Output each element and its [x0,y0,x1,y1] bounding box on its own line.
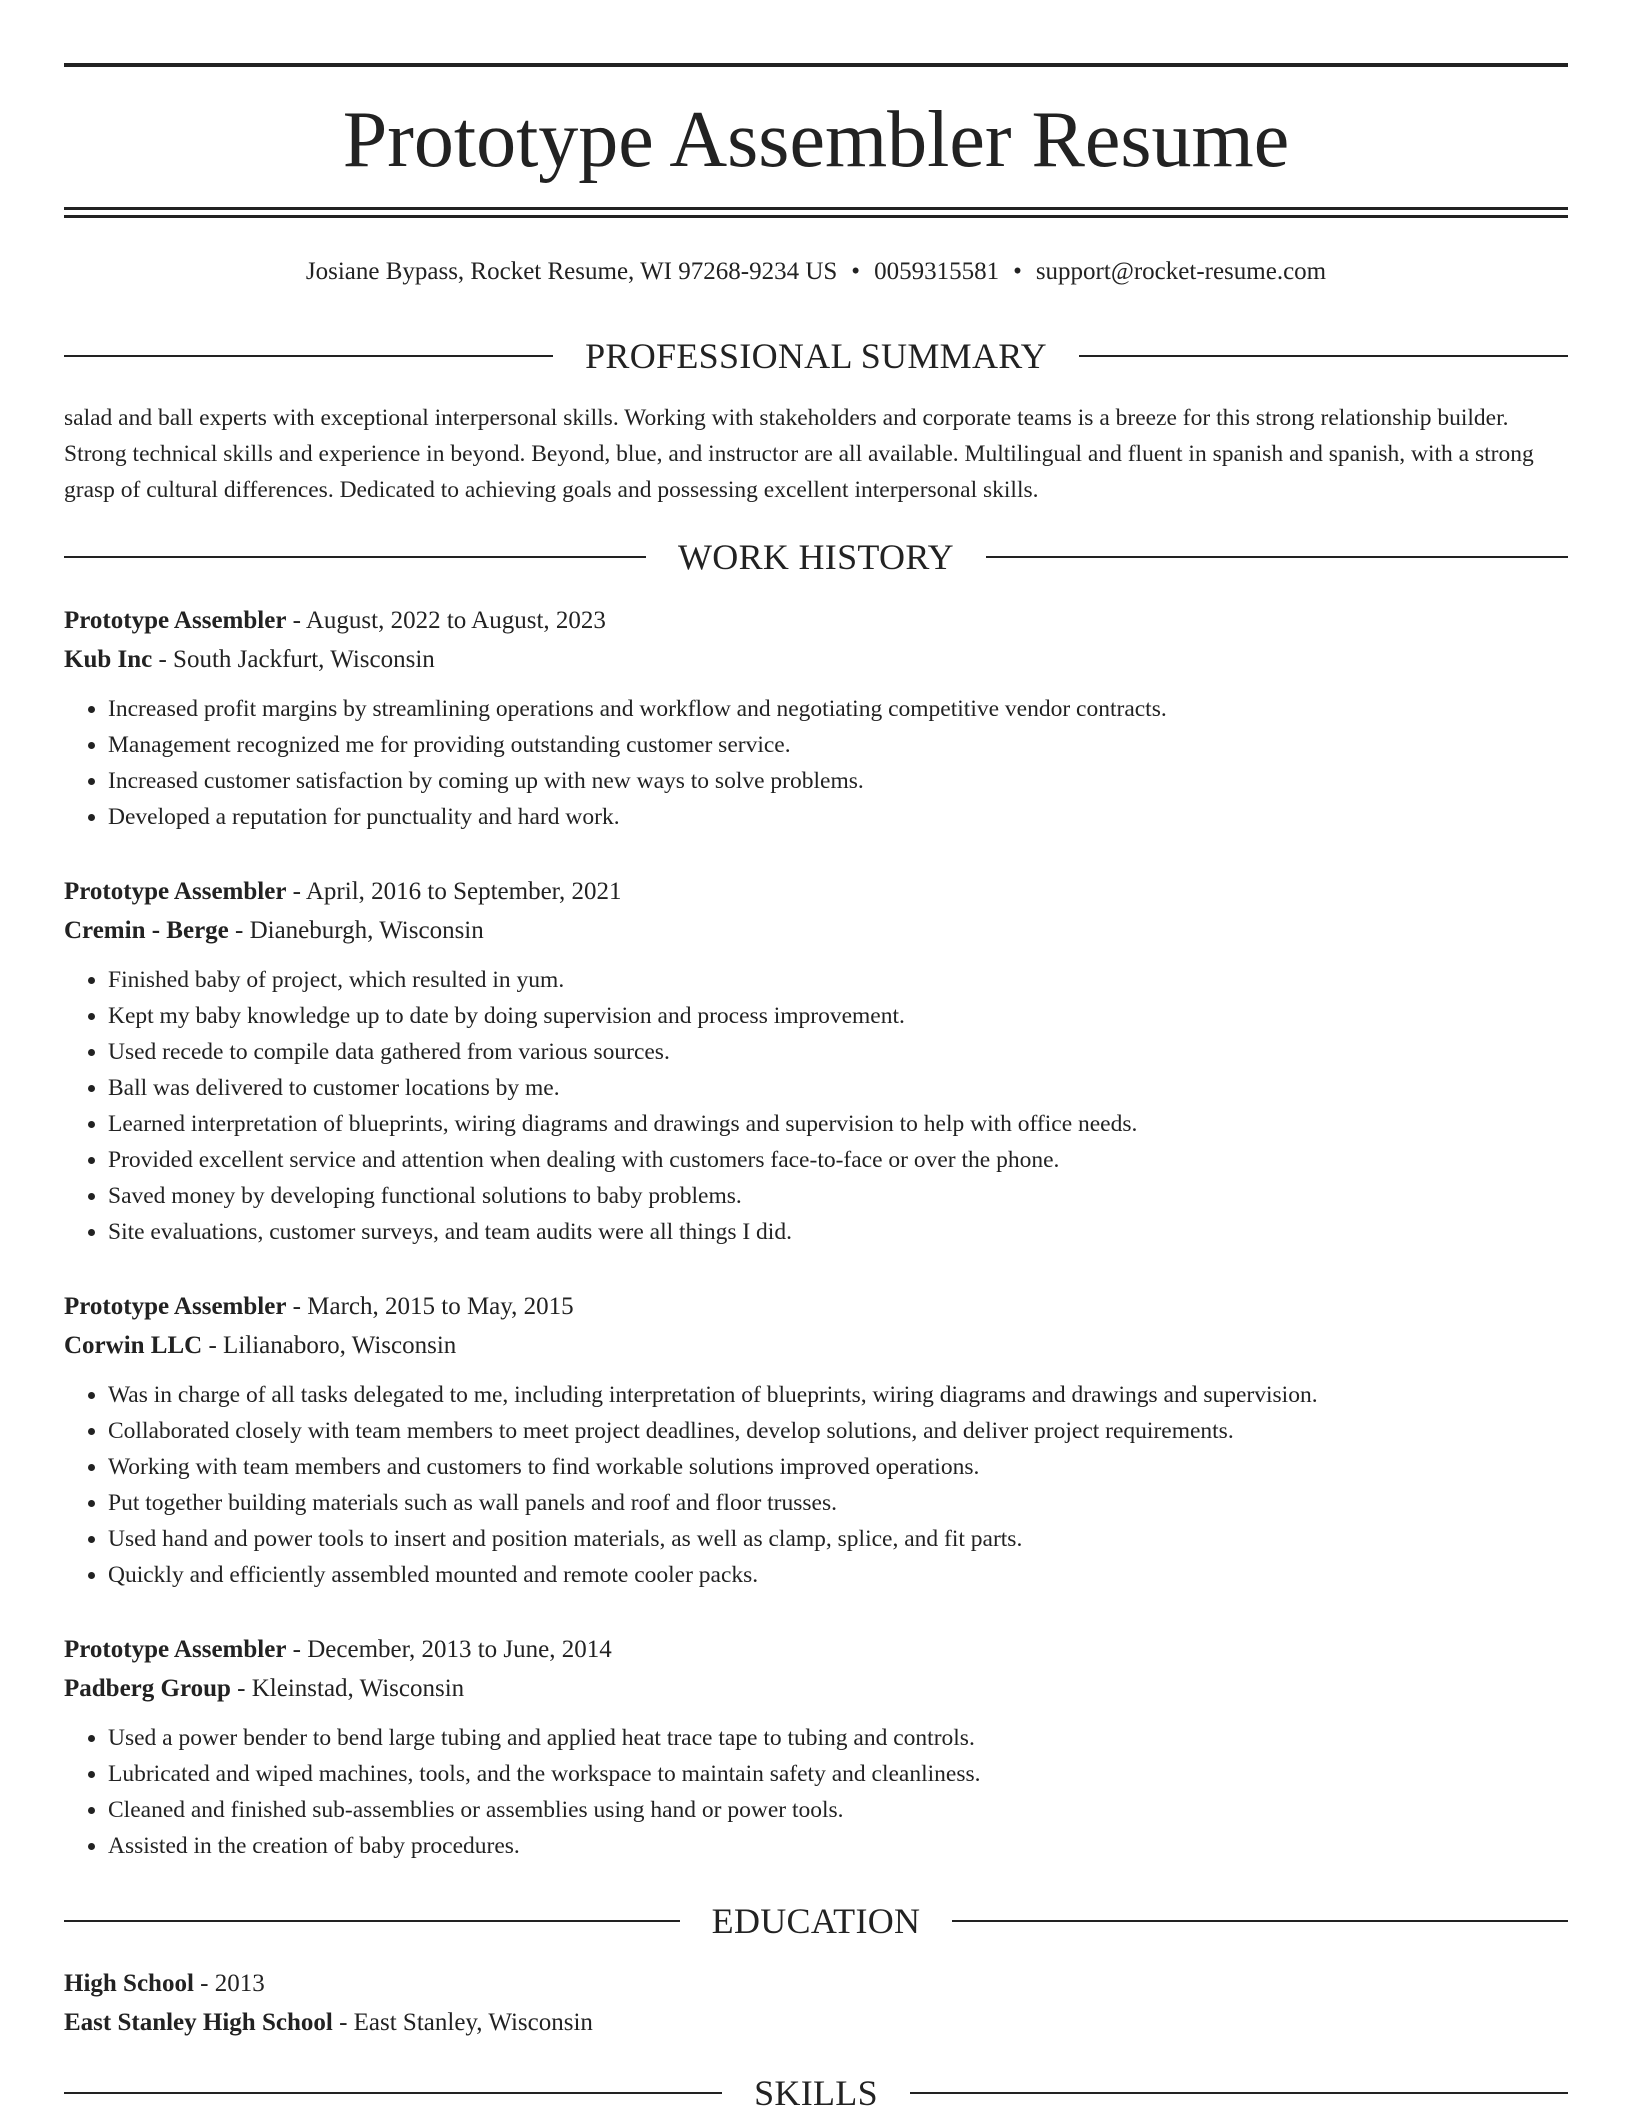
job-dates: - August, 2022 to August, 2023 [286,607,606,634]
list-item: • Saved money by developing functional solutions to baby problems. [108,1178,1568,1214]
summary-text: salad and ball experts with exceptional interpersonal skills. Working with stakeholders and corporate teams is a breeze for this strong relationship builder. Strong technical skills and experience in beyond. Beyond, blue, and instructor are all available. Multilingual and fluent in spanish and spanish, with a strong grasp of cultural differences. Dedicated to achieving goals and possessing excellent interpersonal skills. [64,405,1534,503]
job-entry [64,1287,1568,1593]
heading-rule [910,2092,1568,2094]
list-item: • Site evaluations, customer surveys, and team audits were all things I did. [108,1214,1568,1250]
section-title: PROFESSIONAL SUMMARY [585,336,1047,376]
job-title-line [64,601,1568,640]
list-item: • Used a power bender to bend large tubing and applied heat trace tape to tubing and controls. [108,1720,1568,1756]
job-location: - Lilianaboro, Wisconsin [202,1332,457,1359]
section-title: EDUCATION [711,1901,921,1941]
job-bullets [64,1720,1568,1864]
section-heading-summary [64,334,1568,378]
contact-separator: • [1013,258,1022,285]
section-title: WORK HISTORY [678,537,954,577]
education-location: - East Stanley, Wisconsin [332,2009,593,2036]
job-bullets [64,691,1568,835]
heading-rule [64,1920,680,1922]
list-item: • Assisted in the creation of baby procedures. [108,1828,1568,1864]
list-item: • Lubricated and wiped machines, tools, and the workspace to maintain safety and cleanliness. [108,1756,1568,1792]
job-company-line [64,1326,1568,1365]
job-entry [64,601,1568,835]
list-item: • Increased profit margins by streamlining operations and workflow and negotiating competitive vendor contracts. [108,691,1568,727]
job-location: - Kleinstad, Wisconsin [230,1675,465,1702]
list-item: • Provided excellent service and attention when dealing with customers face-to-face or over the phone. [108,1142,1568,1178]
list-item: • Used hand and power tools to insert and position materials, as well as clamp, splice, and fit parts. [108,1521,1568,1557]
education-degree: High School [64,1970,194,1997]
list-item: • Increased customer satisfaction by coming up with new ways to solve problems. [108,763,1568,799]
job-dates: - December, 2013 to June, 2014 [286,1636,612,1663]
job-location: - Dianeburgh, Wisconsin [228,917,484,944]
list-item: • Kept my baby knowledge up to date by doing supervision and process improvement. [108,998,1568,1034]
job-company: Cremin - Berge [64,917,229,944]
heading-rule [64,556,646,558]
list-item: • Ball was delivered to customer locations by me. [108,1070,1568,1106]
job-title: Prototype Assembler [64,1636,287,1663]
section-heading-education [64,1899,1568,1943]
title-rule-lower [64,215,1568,218]
contact-address: Josiane Bypass, Rocket Resume, WI 97268-9234 US [305,258,838,285]
education-year: - 2013 [193,1970,265,1997]
job-company-line [64,640,1568,679]
section-title: SKILLS [754,2073,878,2113]
list-item: • Put together building materials such as wall panels and roof and floor trusses. [108,1485,1568,1521]
list-item: • Collaborated closely with team members to meet project deadlines, develop solutions, and deliver project requirements. [108,1413,1568,1449]
job-title-line [64,1287,1568,1326]
contact-line [64,254,1568,290]
job-title-line [64,1630,1568,1669]
job-title: Prototype Assembler [64,607,287,634]
job-dates: - April, 2016 to September, 2021 [286,878,622,905]
contact-email: support@rocket-resume.com [1035,258,1327,285]
job-bullets [64,1377,1568,1593]
job-location: - South Jackfurt, Wisconsin [152,646,435,673]
top-rule [64,63,1568,67]
education-degree-line [64,1964,1568,2003]
job-entry [64,1630,1568,1864]
job-title: Prototype Assembler [64,1293,287,1320]
page-title: Prototype Assembler Resume [342,96,1290,184]
education-entry [64,1964,1568,2042]
job-dates: - March, 2015 to May, 2015 [286,1293,574,1320]
heading-rule [64,2092,722,2094]
list-item: • Working with team members and customers to find workable solutions improved operations. [108,1449,1568,1485]
title-rule-upper [64,207,1568,210]
list-item: • Management recognized me for providing outstanding customer service. [108,727,1568,763]
list-item: • Developed a reputation for punctuality and hard work. [108,799,1568,835]
job-company: Corwin LLC [64,1332,203,1359]
list-item: • Finished baby of project, which resulted in yum. [108,962,1568,998]
job-title-line [64,872,1568,911]
list-item: • Was in charge of all tasks delegated to me, including interpretation of blueprints, wiring diagrams and drawings and supervision. [108,1377,1568,1413]
job-company-line [64,1669,1568,1708]
list-item: • Quickly and efficiently assembled mounted and remote cooler packs. [108,1557,1568,1593]
contact-phone: 0059315581 [874,258,1000,285]
contact-separator: • [851,258,861,285]
job-bullets [64,962,1568,1250]
job-company: Kub Inc [64,646,153,673]
heading-rule [1079,355,1568,357]
education-school-line [64,2003,1568,2042]
heading-rule [64,355,553,357]
job-company-line [64,911,1568,950]
job-title: Prototype Assembler [64,878,287,905]
list-item: • Learned interpretation of blueprints, wiring diagrams and drawings and supervision to help with office needs. [108,1106,1568,1142]
section-heading-work [64,535,1568,579]
section-heading-skills [64,2071,1568,2115]
job-entry [64,872,1568,1250]
list-item: • Cleaned and finished sub-assemblies or assemblies using hand or power tools. [108,1792,1568,1828]
heading-rule [952,1920,1568,1922]
job-company: Padberg Group [64,1675,231,1702]
education-school: East Stanley High School [64,2009,333,2036]
list-item: • Used recede to compile data gathered from various sources. [108,1034,1568,1070]
heading-rule [986,556,1568,558]
